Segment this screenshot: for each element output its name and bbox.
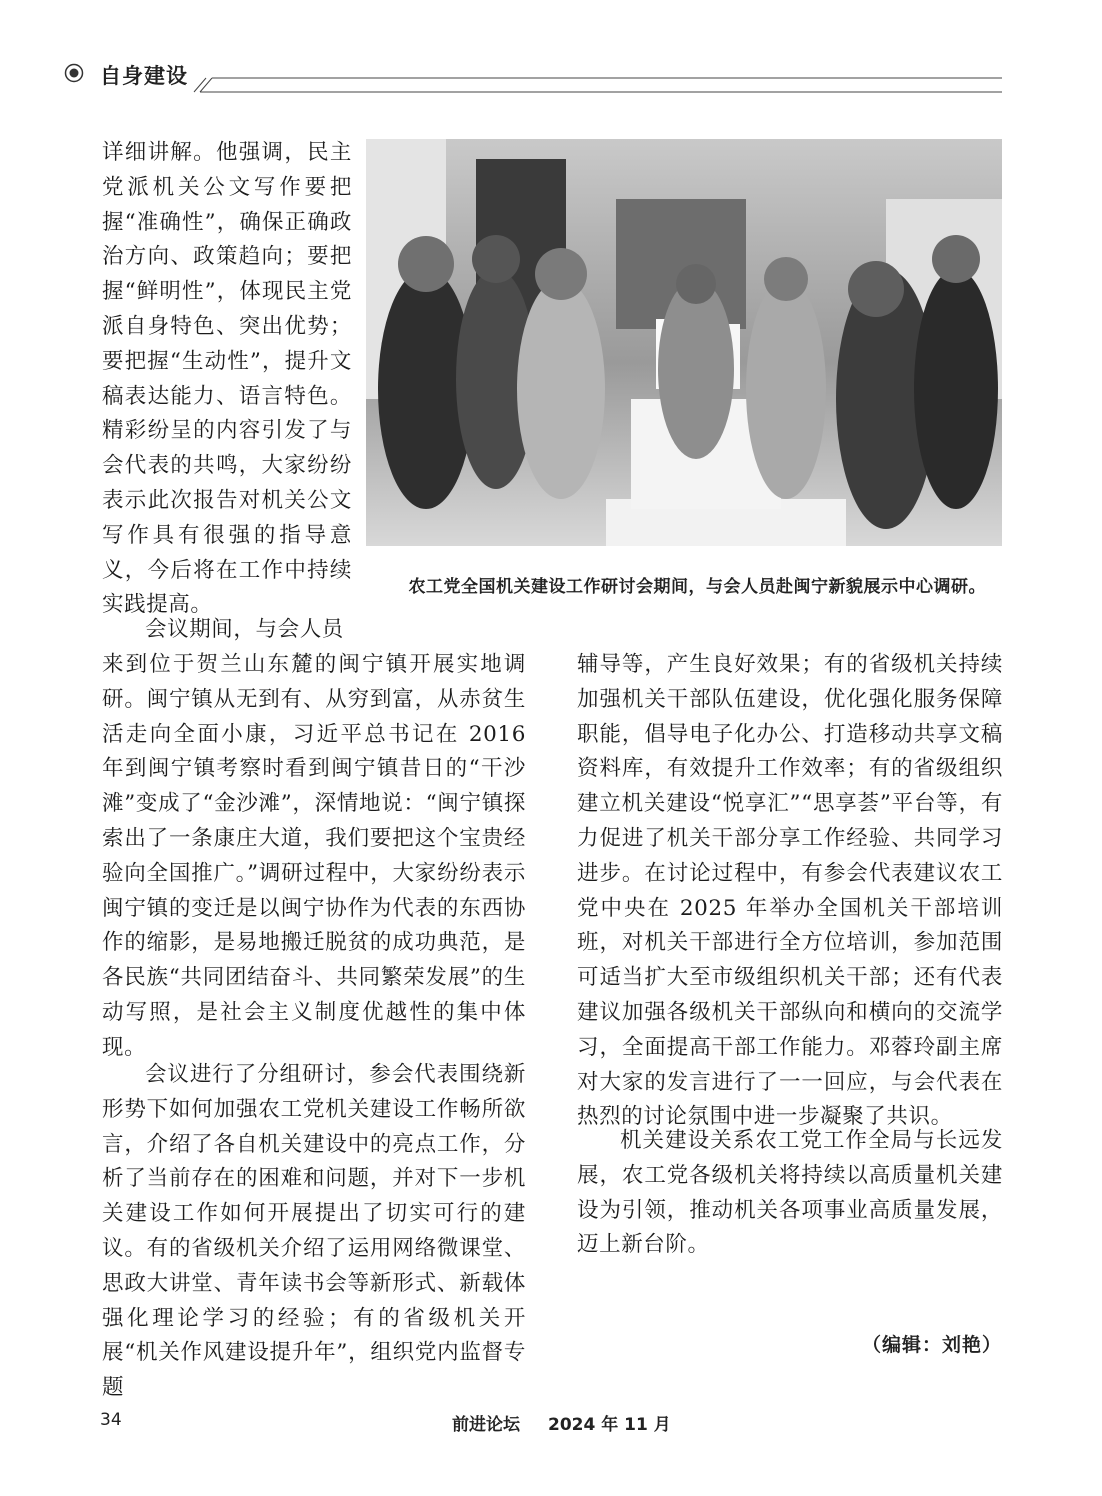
magazine-name: 前进论坛 [452,1415,520,1435]
circle-dot-icon [64,63,84,83]
photo-caption: 农工党全国机关建设工作研讨会期间，与会人员赴闽宁新貌展示中心调研。 [408,577,986,597]
event-photo [366,139,1002,546]
paragraph-5: 机关建设关系农工党工作全局与长远发展，农工党各级机关将持续以高质量机关建设为引领，推动机关各项事业高质量发展，迈上新台阶。 [577,1128,1003,1258]
paragraph-3: 会议进行了分组研讨，参会代表围绕新形势下如何加强农工党机关建设工作畅所欲言，介绍了各自机关建设中的亮点工作，分析了当前存在的困难和问题，并对下一步机关建设工作如何开展提出了切实可行的建议。有的省级机关介绍了运用网络微课堂、思政大讲堂、青年读书会等新形式、新载体强化理论学习的经验；有的省级机关开展“机关作风建设提升年”，组织党内监督专题 [102,1062,526,1401]
paragraph-1: 详细讲解。他强调，民主党派机关公文写作要把握“准确性”，确保正确政治方向、政策趋向；要把握“鲜明性”，体现民主党派自身特色、突出优势；要把握“生动性”，提升文稿表达能力、语言特色。精彩纷呈的内容引发了与会代表的共鸣，大家纷纷表示此次报告对机关公文写作具有很强的指导意义，今后将在工作中持续实践提高。 [102,140,352,618]
header-rule [62,60,1002,94]
section-header [62,60,1002,94]
paragraph-2-rest: 来到位于贺兰山东麓的闽宁镇开展实地调研。闽宁镇从无到有、从穷到富，从赤贫生活走向全面小康，习近平总书记在 2016 年到闽宁镇考察时看到闽宁镇昔日的“干沙滩”变成了“金沙滩”，深情地说：“闽宁镇探索出了一条康庄大道，我们要把这个宝贵经验向全国推广。”调研过程中，大家纷纷表示闽宁镇的变迁是以闽宁协作为代表的东西协作的缩影，是易地搬迁脱贫的成功典范，是各民族“共同团结奋斗、共同繁荣发展”的生动写照，是社会主义制度优越性的集中体现。 [102,652,526,1060]
page-number: 34 [100,1410,122,1430]
section-title: 自身建设 [100,64,188,88]
editor-note: （编辑：刘艳） [861,1334,1002,1356]
issue-date: 2024 年 11 月 [548,1415,671,1435]
paragraph-2-start: 会议期间，与会人员 [145,617,344,642]
paragraph-4: 辅导等，产生良好效果；有的省级机关持续加强机关干部队伍建设，优化强化服务保障职能，倡导电子化办公、打造移动共享文稿资料库，有效提升工作效率；有的省级组织建立机关建设“悦享汇”“思享荟”平台等，有力促进了机关干部分享工作经验、共同学习进步。在讨论过程中，有参会代表建议农工党中央在 2025 年举办全国机关干部培训班，对机关干部进行全方位培训，参加范围可适当扩大至市级组织机关干部；还有代表建议加强各级机关干部纵向和横向的交流学习，全面提高干部工作能力。邓蓉玲副主席对大家的发言进行了一一回应，与会代表在热烈的讨论氛围中进一步凝聚了共识。 [577,652,1003,1130]
